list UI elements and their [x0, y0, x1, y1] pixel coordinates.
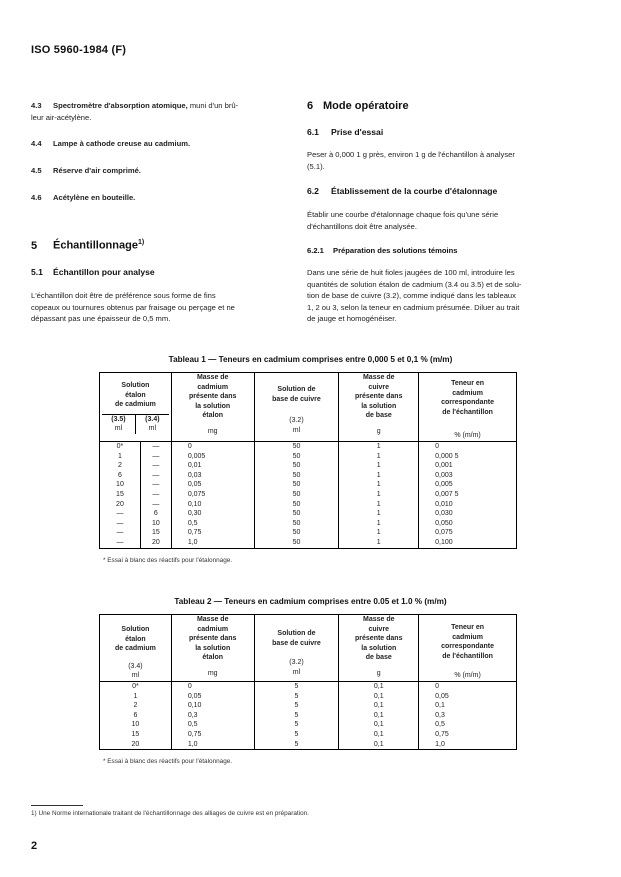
- table-cell: —: [140, 490, 171, 500]
- table-row: [100, 681, 517, 691]
- table-cell: 0,3: [419, 711, 517, 721]
- table-cell: 0: [171, 681, 254, 691]
- table-cell: 5: [254, 711, 339, 721]
- table-1: [99, 372, 517, 549]
- table-cell: 0,5: [419, 720, 517, 730]
- table-cell: 0,75: [171, 730, 254, 740]
- table-2-header-cadmium-mass: [171, 615, 254, 682]
- table-cell: 0,75: [419, 730, 517, 740]
- table-cell: 6: [140, 509, 171, 519]
- table-1-header-copper-solution: [254, 373, 339, 442]
- footnote: 1) Une Norme internationale traitant de l'échantillonnage des alliages de cuivre est en préparation.: [31, 810, 309, 817]
- header-line: cadmium: [197, 625, 229, 633]
- table-row: [100, 538, 517, 548]
- table-row: [100, 452, 517, 462]
- table-cell: —: [140, 452, 171, 462]
- section-4-6-number: 4.6: [31, 193, 42, 202]
- table-cell: 0,005: [419, 480, 517, 490]
- table-cell: 0,1: [339, 740, 419, 750]
- table-cell: 1: [339, 490, 419, 500]
- table-cell: 0,005: [171, 452, 254, 462]
- table-cell: 50: [254, 519, 339, 529]
- header-line: présente dans: [188, 635, 237, 643]
- header-line: de base: [365, 654, 392, 662]
- ref-cell: [136, 415, 169, 434]
- header-line: Solution: [121, 382, 150, 389]
- table-cell: 1: [339, 519, 419, 529]
- section-4-5: [31, 165, 141, 177]
- section-5-1-number: 5.1: [31, 267, 43, 277]
- header-line: de cadmium: [114, 645, 156, 653]
- table-cell: 50: [254, 509, 339, 519]
- section-6-1-title: Prise d'essai: [331, 127, 384, 137]
- table-cell: 0,10: [171, 500, 254, 510]
- table-cell: 50: [254, 452, 339, 462]
- table-row: [100, 471, 517, 481]
- table-cell: 0,010: [419, 500, 517, 510]
- table-cell: 0,000 5: [419, 452, 517, 462]
- table-cell: 0,5: [171, 519, 254, 529]
- ref: (3.2): [289, 417, 304, 425]
- table-cell: 0,01: [171, 461, 254, 471]
- table-2-header-copper-mass: [339, 615, 419, 682]
- header-line: présente dans: [188, 393, 237, 401]
- header-line: la solution: [361, 402, 397, 410]
- table-cell: 6: [100, 471, 141, 481]
- table-cell: 1: [339, 528, 419, 538]
- table-cell: 50: [254, 528, 339, 538]
- table-cell: 1: [339, 441, 419, 451]
- section-6-1-heading: [307, 127, 383, 137]
- table-row: [100, 519, 517, 529]
- table-cell: 0: [171, 441, 254, 451]
- table-cell: 15: [100, 730, 172, 740]
- table-row: [100, 441, 517, 451]
- header-line: cadmium: [197, 383, 229, 391]
- table-cell: 1: [339, 500, 419, 510]
- table-cell: —: [100, 538, 141, 548]
- header-line: correspondante: [441, 643, 495, 651]
- table-cell: 0,1: [339, 720, 419, 730]
- table-cell: 0,30: [171, 509, 254, 519]
- table-cell: 0: [419, 441, 517, 451]
- table-cell: 2: [100, 701, 172, 711]
- table-row: [100, 692, 517, 702]
- table-cell: 0,007 5: [419, 490, 517, 500]
- table-2-note: * Essai à blanc des réactifs pour l'étalonnage.: [103, 758, 233, 765]
- document-id: ISO 5960-1984 (F): [31, 44, 127, 56]
- table-cell: —: [140, 471, 171, 481]
- table-cell: 0*: [100, 441, 141, 451]
- unit: % (m/m): [454, 432, 481, 440]
- paragraph-line: Dans une série de huit fioles jaugées de 100 ml, introduire les: [307, 268, 515, 277]
- header-line: la solution: [195, 402, 231, 410]
- table-cell: 0,075: [171, 490, 254, 500]
- header-line: étalon: [202, 654, 224, 662]
- header-line: de base: [365, 412, 392, 420]
- table-cell: 50: [254, 461, 339, 471]
- table-row: [100, 730, 517, 740]
- header-line: Masse de: [196, 616, 229, 623]
- table-cell: 1,0: [171, 740, 254, 750]
- table-cell: 1: [339, 480, 419, 490]
- header-line: cuivre: [368, 625, 390, 633]
- table-cell: 0,10: [171, 701, 254, 711]
- section-6-1-paragraph: [307, 149, 592, 172]
- header-line: Solution de: [277, 630, 316, 637]
- unit: ml: [148, 425, 157, 433]
- header-line: correspondante: [441, 399, 495, 407]
- table-cell: 1: [339, 461, 419, 471]
- table-cell: 0*: [100, 681, 172, 691]
- header-line: cuivre: [368, 383, 390, 391]
- table-cell: 1: [339, 538, 419, 548]
- header-line: Teneur en: [451, 380, 485, 387]
- page-number: 2: [31, 840, 38, 852]
- table-cell: 0,1: [339, 692, 419, 702]
- header-line: Solution: [121, 626, 150, 633]
- table-cell: 0,075: [419, 528, 517, 538]
- table-cell: 0,100: [419, 538, 517, 548]
- table-cell: 0,1: [339, 681, 419, 691]
- header-line: base de cuivre: [272, 639, 321, 647]
- table-row: [100, 740, 517, 750]
- section-5-heading: [31, 239, 144, 252]
- ref: (3.2): [289, 659, 304, 667]
- header-line: Masse de: [362, 616, 395, 623]
- table-cell: 0,3: [171, 711, 254, 721]
- table-cell: 5: [254, 692, 339, 702]
- paragraph-line: Établir une courbe d'étalonnage chaque fois qu'une série: [307, 210, 499, 219]
- header-line: Masse de: [362, 374, 395, 381]
- table-cell: 50: [254, 500, 339, 510]
- header-line: Teneur en: [451, 624, 485, 631]
- table-cell: 0,001: [419, 461, 517, 471]
- header-line: présente dans: [355, 393, 403, 401]
- section-6-2-paragraph: [307, 209, 592, 232]
- table-cell: 5: [254, 730, 339, 740]
- section-6-2-title: Établissement de la courbe d'étalonnage: [331, 186, 498, 196]
- table-cell: 50: [254, 480, 339, 490]
- table-cell: 15: [140, 528, 171, 538]
- table-cell: 5: [254, 720, 339, 730]
- table-cell: 1: [339, 471, 419, 481]
- section-6-heading: [307, 100, 409, 112]
- table-row: [100, 711, 517, 721]
- table-cell: —: [100, 519, 141, 529]
- table-2-caption: Tableau 2 — Teneurs en cadmium comprises entre 0.05 et 1.0 % (m/m): [174, 597, 447, 606]
- table-cell: —: [100, 509, 141, 519]
- table-1-header-solution: [100, 373, 172, 442]
- unit: ml: [292, 426, 301, 434]
- table-cell: 50: [254, 538, 339, 548]
- section-5-1-paragraph: [31, 290, 296, 325]
- ref-cell: [102, 415, 136, 434]
- table-cell: 20: [140, 538, 171, 548]
- section-4-4-number: 4.4: [31, 139, 42, 148]
- paragraph-line: d'échantillons doit être analysée.: [307, 221, 417, 231]
- section-5-title: Échantillonnage: [53, 239, 138, 252]
- table-row: [100, 528, 517, 538]
- table-row: [100, 500, 517, 510]
- table-1-subheader-refs: [102, 414, 169, 434]
- header-line: Solution de: [277, 386, 316, 393]
- table-cell: 10: [100, 720, 172, 730]
- table-cell: 10: [140, 519, 171, 529]
- table-cell: 10: [100, 480, 141, 490]
- header-line: de cadmium: [114, 401, 156, 409]
- header-line: étalon: [125, 391, 146, 399]
- ref: (3.4): [145, 415, 160, 423]
- table-cell: 0: [419, 681, 517, 691]
- table-cell: —: [140, 500, 171, 510]
- table-2-body: [100, 681, 517, 749]
- table-cell: 6: [100, 711, 172, 721]
- table-cell: —: [140, 461, 171, 471]
- table-cell: 0,003: [419, 471, 517, 481]
- table-cell: 0,05: [419, 692, 517, 702]
- unit: g: [376, 427, 381, 435]
- paragraph-line: tion de base de cuivre (3.2), comme indiqué dans les tableaux: [307, 291, 516, 300]
- paragraph-line: (5.1).: [307, 161, 325, 171]
- table-cell: 0,1: [339, 711, 419, 721]
- table-cell: 0,03: [171, 471, 254, 481]
- header-line: de l'échantillon: [442, 408, 493, 416]
- section-6-2-1-title: Préparation des solutions témoins: [333, 246, 458, 255]
- table-cell: 5: [254, 701, 339, 711]
- unit: ml: [292, 668, 301, 676]
- table-2-header-solution: [100, 615, 172, 682]
- table-row: [100, 490, 517, 500]
- paragraph-line: de jauge et homogénéiser.: [307, 314, 397, 323]
- header-line: la solution: [195, 644, 231, 652]
- unit: % (m/m): [454, 672, 481, 680]
- section-5-1-title: Échantillon pour analyse: [53, 267, 155, 277]
- section-4-4: [31, 138, 190, 150]
- table-cell: —: [100, 528, 141, 538]
- table-1-header-copper-mass: [339, 373, 419, 442]
- table-cell: 0,030: [419, 509, 517, 519]
- section-4-4-title: Lampe à cathode creuse au cadmium.: [53, 139, 191, 148]
- paragraph-line: copeaux ou tournures obtenus par fraisage ou perçage et ne: [31, 302, 235, 312]
- table-row: [100, 701, 517, 711]
- paragraph-line: quantités de solution étalon de cadmium (3.4 ou 3.5) et de solu-: [307, 279, 522, 289]
- table-cell: 1: [100, 692, 172, 702]
- table-cell: 1,0: [171, 538, 254, 548]
- section-6-2-1-number: 6.2.1: [307, 246, 324, 255]
- header-line: cadmium: [452, 633, 483, 641]
- table-cell: 0,1: [339, 730, 419, 740]
- table-1-header-cadmium-mass: [171, 373, 254, 442]
- footnote-divider: [31, 805, 83, 806]
- table-cell: 50: [254, 490, 339, 500]
- table-row: [100, 480, 517, 490]
- table-2-header-row: [100, 615, 517, 682]
- table-cell: 2: [100, 461, 141, 471]
- table-cell: 1: [339, 452, 419, 462]
- table-cell: 1,0: [419, 740, 517, 750]
- section-4-5-number: 4.5: [31, 166, 42, 175]
- table-cell: 20: [100, 500, 141, 510]
- section-4-6-title: Acétylène en bouteille.: [53, 193, 136, 202]
- section-4-3-text-2: leur air-acétylène.: [31, 112, 92, 122]
- section-4-3-number: 4.3: [31, 101, 42, 110]
- table-cell: 50: [254, 441, 339, 451]
- table-1-body: [100, 441, 517, 548]
- table-1-header-row: [100, 373, 517, 442]
- table-1-header-content: [419, 373, 517, 442]
- section-6-2-heading: [307, 186, 497, 196]
- table-row: [100, 509, 517, 519]
- header-line: étalon: [202, 412, 224, 420]
- header-line: cadmium: [452, 389, 483, 397]
- table-2-header-copper-solution: [254, 615, 339, 682]
- header-line: étalon: [125, 635, 146, 643]
- table-cell: —: [140, 441, 171, 451]
- table-cell: 0,050: [419, 519, 517, 529]
- section-6-2-1-paragraph: [307, 267, 592, 325]
- table-cell: 0,05: [171, 692, 254, 702]
- paragraph-line: dépassant pas une épaisseur de 0,5 mm.: [31, 314, 171, 323]
- table-cell: 0,5: [171, 720, 254, 730]
- section-6-number: 6: [307, 100, 314, 112]
- table-1-caption: Tableau 1 — Teneurs en cadmium comprises entre 0,000 5 et 0,1 % (m/m): [168, 355, 453, 364]
- header-line: de l'échantillon: [442, 652, 493, 660]
- section-4-5-title: Réserve d'air comprimé.: [53, 166, 141, 175]
- paragraph-line: Peser à 0,000 1 g près, environ 1 g de l'échantillon à analyser: [307, 150, 515, 159]
- unit: ml: [114, 425, 123, 433]
- table-cell: 1: [100, 452, 141, 462]
- section-4-3: [31, 100, 291, 123]
- table-cell: 0,05: [171, 480, 254, 490]
- table-cell: 0,1: [419, 701, 517, 711]
- ref: (3.4): [128, 662, 143, 670]
- table-row: [100, 461, 517, 471]
- table-cell: 5: [254, 681, 339, 691]
- table-cell: 20: [100, 740, 172, 750]
- section-4-3-text-1: muni d'un brû-: [187, 101, 239, 110]
- section-6-1-number: 6.1: [307, 127, 319, 137]
- section-4-6: [31, 192, 135, 204]
- section-6-2-1-heading: [307, 246, 457, 255]
- table-row: [100, 720, 517, 730]
- table-cell: 5: [254, 740, 339, 750]
- unit: mg: [207, 669, 218, 677]
- header-line: base de cuivre: [272, 395, 321, 403]
- header-line: la solution: [361, 644, 397, 652]
- table-2-header-content: [419, 615, 517, 682]
- table-1-note: * Essai à blanc des réactifs pour l'étalonnage.: [103, 557, 233, 564]
- ref: (3.5): [111, 415, 126, 423]
- section-6-2-number: 6.2: [307, 186, 319, 196]
- table-cell: 50: [254, 471, 339, 481]
- table-cell: 0,75: [171, 528, 254, 538]
- paragraph-line: L'échantillon doit être de préférence sous forme de fins: [31, 291, 216, 300]
- section-5-footnote-ref: 1): [137, 239, 145, 246]
- table-2: [99, 614, 517, 750]
- table-cell: 1: [339, 509, 419, 519]
- table-cell: —: [140, 480, 171, 490]
- unit: ml: [131, 672, 140, 680]
- table-cell: 15: [100, 490, 141, 500]
- paragraph-line: 1, 2 ou 3, selon la teneur en cadmium présumée. Diluer au trait: [307, 302, 520, 312]
- unit: mg: [207, 427, 218, 435]
- table-cell: 0,1: [339, 701, 419, 711]
- section-6-title: Mode opératoire: [323, 100, 409, 112]
- header-line: Masse de: [196, 374, 229, 381]
- section-5-number: 5: [31, 239, 38, 252]
- section-4-3-title: Spectromètre d'absorption atomique,: [53, 101, 188, 110]
- section-5-1-heading: [31, 267, 155, 277]
- header-line: présente dans: [355, 635, 403, 643]
- unit: g: [376, 669, 381, 677]
